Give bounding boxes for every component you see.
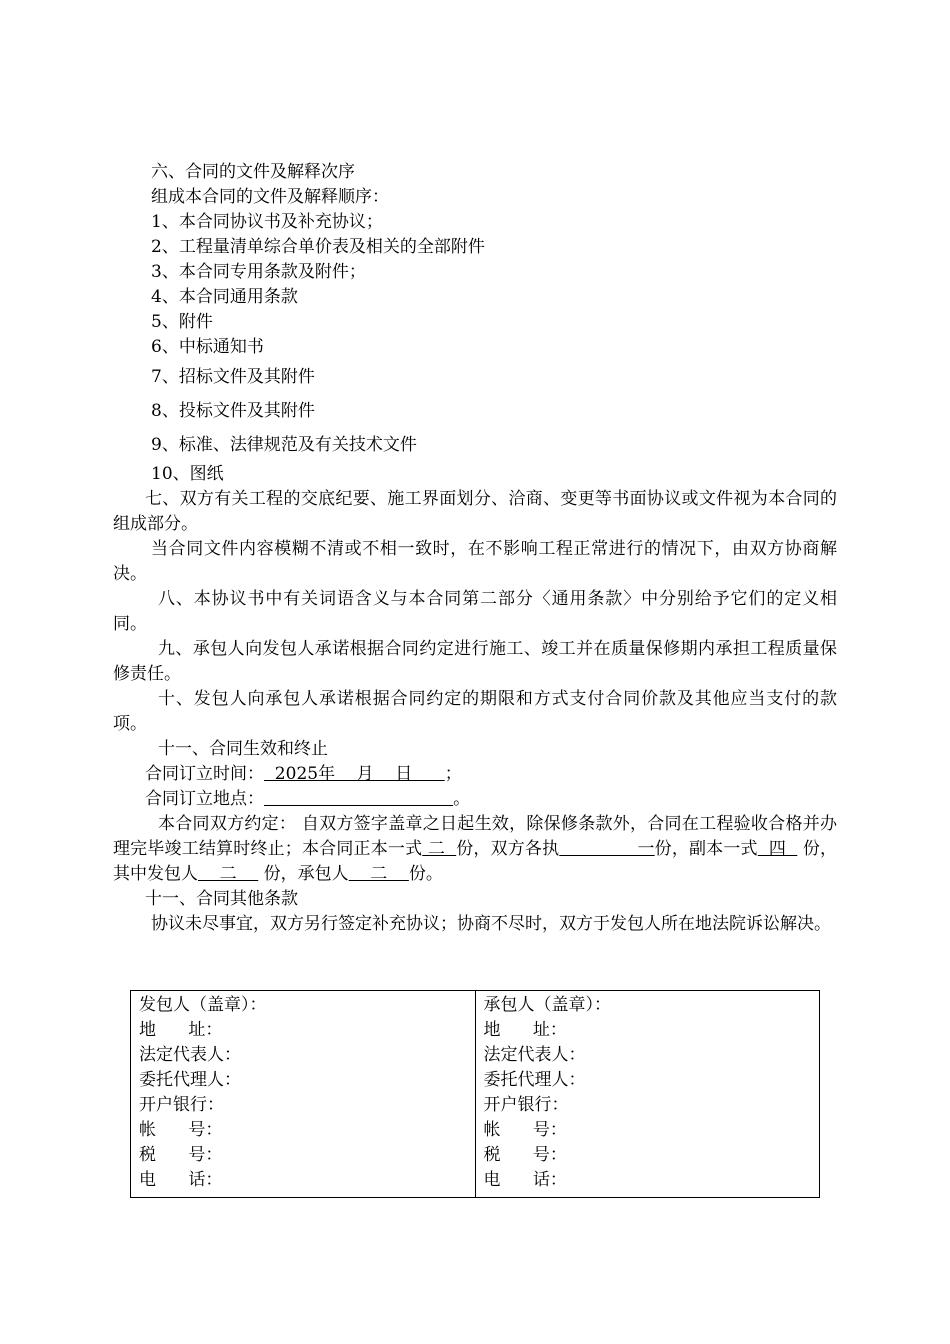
employer-account: 帐 号： (139, 1120, 223, 1140)
employer-seal: 发包人（盖章）： (139, 995, 267, 1015)
employer-tax-id: 税 号： (139, 1145, 223, 1165)
employer-address: 地 址： (139, 1020, 223, 1040)
contractor-column (475, 991, 820, 1198)
list-item: 1、本合同协议书及补充协议； (151, 212, 383, 232)
each-count: 一 (559, 839, 655, 859)
contract-place-line (113, 787, 837, 812)
contractor-agent: 委托代理人： (483, 1070, 586, 1090)
signature-table (130, 990, 820, 1198)
contract-date-line (113, 762, 837, 787)
contractor-legal-rep: 法定代表人： (483, 1045, 586, 1065)
contract-page (113, 160, 837, 937)
contract-place-label: 合同订立地点： (145, 789, 264, 809)
list-item: 4、本合同通用条款 (151, 287, 298, 307)
list-item: 6、中标通知书 (151, 337, 264, 357)
agreement-text: 份。 (408, 864, 443, 884)
agreement-text: 份，双方各执 (456, 839, 560, 859)
contractor-tax-id: 税 号： (483, 1145, 567, 1165)
contract-date-value: 2025年 月 日 (264, 764, 445, 784)
section-6-intro: 组成本合同的文件及解释顺序： (151, 187, 389, 207)
employer-phone: 电 话： (139, 1170, 223, 1190)
agreement-text: 份，承包人 (258, 864, 349, 884)
section-11-heading: 十一、合同生效和终止 (158, 739, 328, 759)
contractor-phone: 电 话： (483, 1170, 567, 1190)
list-item: 8、投标文件及其附件 (151, 401, 315, 421)
list-item: 5、附件 (151, 312, 213, 332)
employer-bank: 开户银行： (139, 1095, 224, 1115)
agreement-text: 份，副本一式 (654, 839, 758, 859)
contractor-count: 二 (348, 864, 409, 884)
agreement-text: 本合同双方约定： 自双方签字盖章之日起生效，除保修条款外，合同在工程验收合格并办理完毕竣工结算时终止；本合同正本一式 (113, 814, 837, 859)
contract-place-value (264, 789, 453, 809)
contractor-account: 帐 号： (483, 1120, 567, 1140)
employer-column (131, 991, 476, 1198)
employer-agent: 委托代理人： (139, 1070, 241, 1090)
section-9-paragraph: 九、承包人向发包人承诺根据合同约定进行施工、竣工并在质量保修期内承担工程质量保修责任。 (113, 639, 837, 684)
section-7-paragraph: 七、双方有关工程的交底纪要、施工界面划分、洽商、变更等书面协议或文件视为本合同的组成部分。 (113, 489, 837, 534)
section-7-paragraph-2: 当合同文件内容模糊不清或不相一致时，在不影响工程正常进行的情况下，由双方协商解决。 (113, 539, 837, 584)
contract-date-label: 合同订立时间： (145, 764, 264, 784)
original-count: 二 (422, 839, 457, 859)
copy-count: 四 (757, 839, 798, 859)
list-item: 2、工程量清单综合单价表及相关的全部附件 (151, 237, 485, 257)
list-item: 3、本合同专用条款及附件； (151, 262, 366, 282)
punctuation: 。 (453, 789, 471, 809)
agreement-text: 份，其中发包人 (113, 839, 838, 884)
contractor-address: 地 址： (483, 1020, 567, 1040)
list-item: 9、标准、法律规范及有关技术文件 (151, 435, 417, 455)
employer-count: 二 (198, 864, 259, 884)
employer-legal-rep: 法定代表人： (139, 1045, 241, 1065)
section-10-paragraph: 十、发包人向承包人承诺根据合同约定的期限和方式支付合同价款及其他应当支付的款项。 (113, 689, 837, 734)
list-item: 7、招标文件及其附件 (151, 367, 315, 387)
section-11-agreement (113, 812, 837, 887)
section-12-paragraph: 协议未尽事宜，双方另行签定补充协议；协商不尽时，双方于发包人所在地法院诉讼解决。 (151, 914, 831, 934)
contractor-bank: 开户银行： (483, 1095, 569, 1115)
list-item: 10、图纸 (151, 464, 224, 484)
section-8-paragraph: 八、本协议书中有关词语含义与本合同第二部分〈通用条款〉中分别给予它们的定义相同。 (113, 589, 837, 634)
section-6-heading: 六、合同的文件及解释次序 (151, 162, 355, 182)
contractor-seal: 承包人（盖章）： (483, 995, 611, 1015)
punctuation: ； (444, 764, 462, 784)
section-12-heading: 十一、合同其他条款 (145, 889, 298, 909)
